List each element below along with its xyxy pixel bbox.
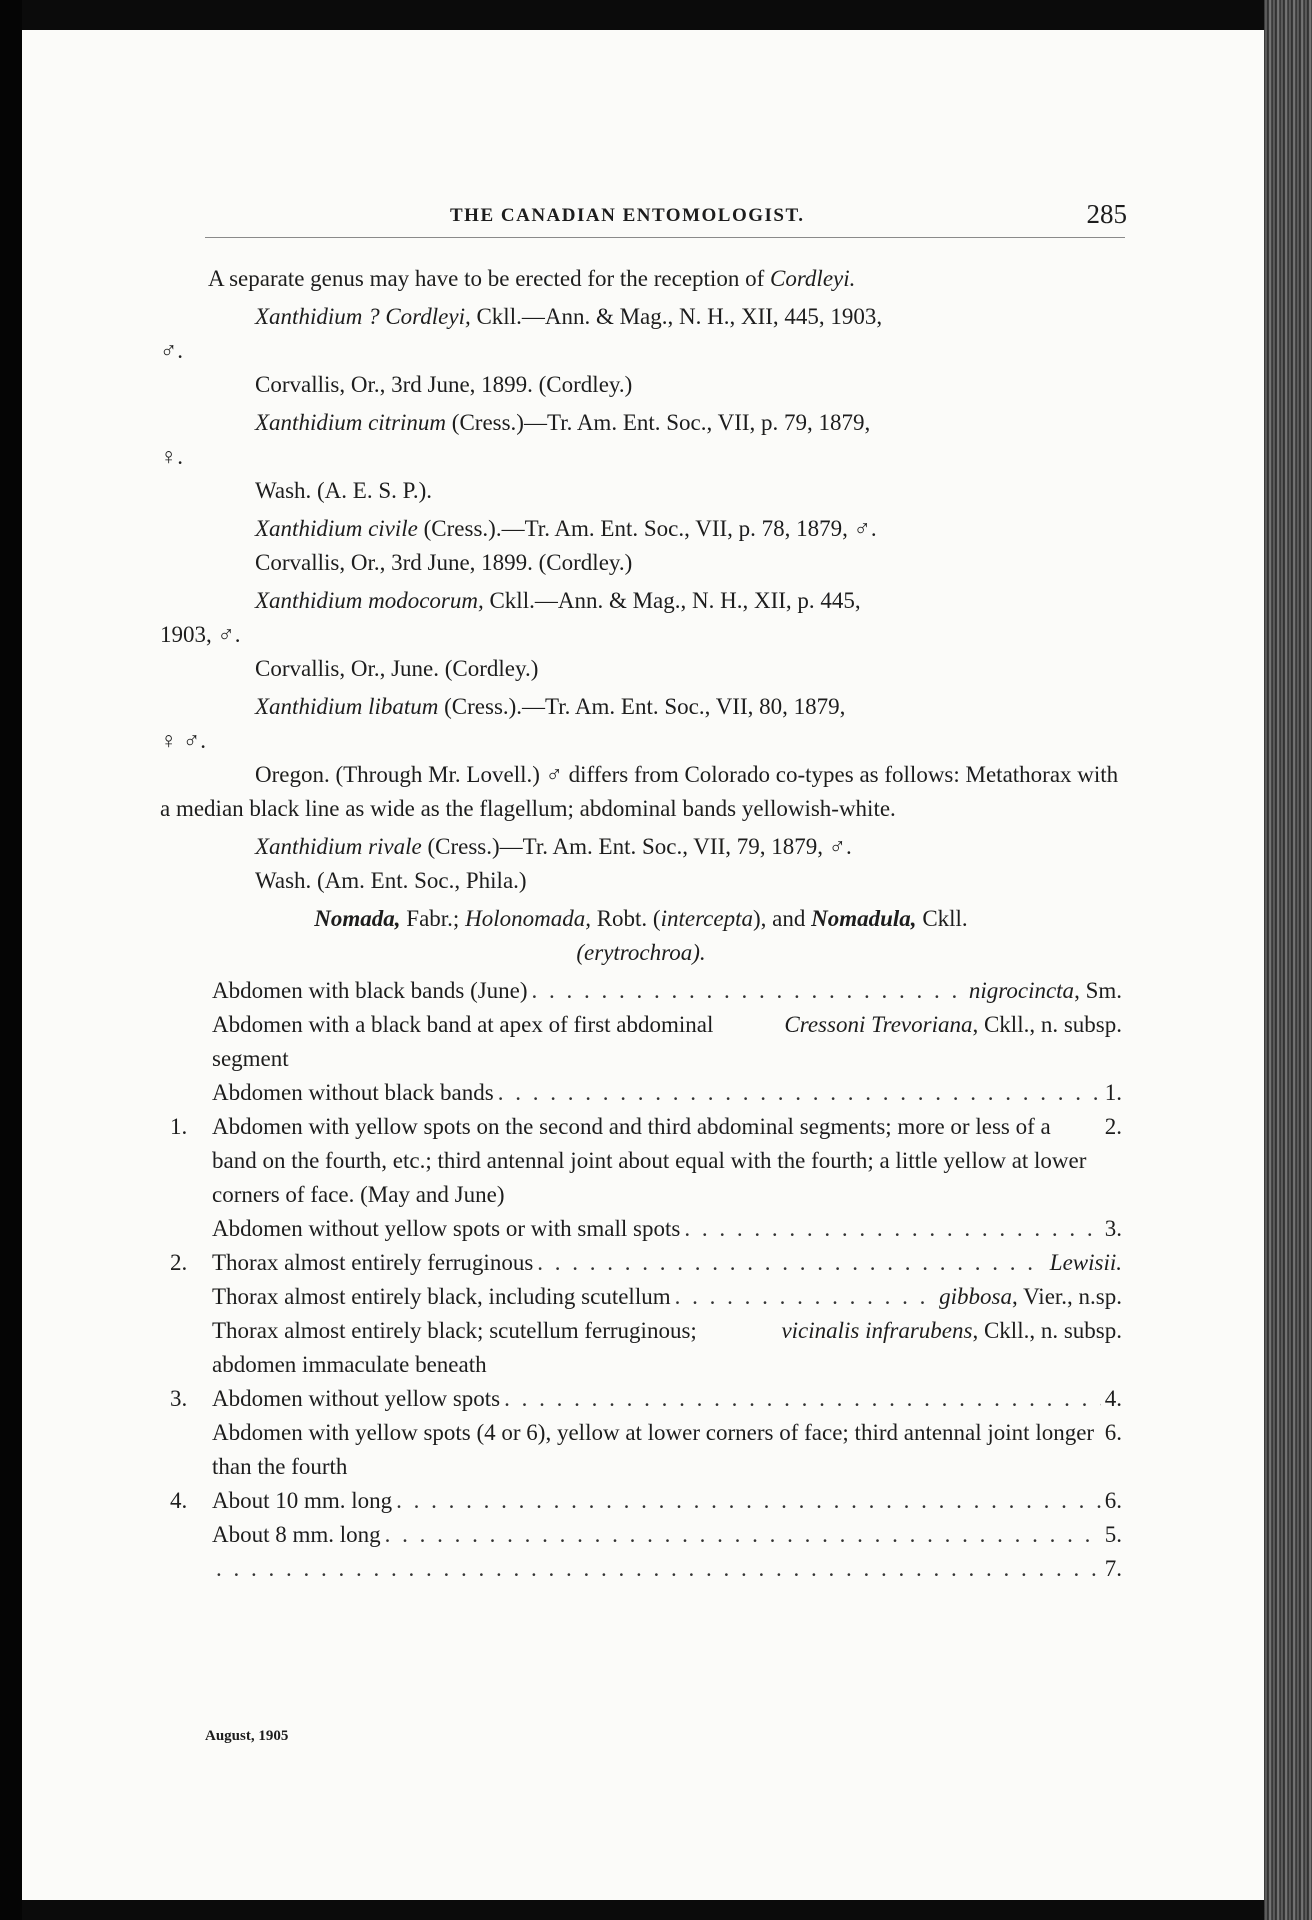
key-taxon: gibbosa xyxy=(939,1284,1012,1309)
entry-2-locality: Wash. (A. E. S. P.). xyxy=(255,478,433,503)
key-text: Thorax almost entirely black; scutellum ferruginous; abdomen immaculate beneath xyxy=(212,1318,697,1377)
key-text: Thorax almost entirely black, including scutellum xyxy=(212,1284,671,1309)
entry-3-genus: Xanthidium civile xyxy=(255,516,418,541)
key-taxon: Lewisii. xyxy=(1049,1250,1122,1275)
key-text: Abdomen with yellow spots on the second and third abdominal segments; more or less of a band on the fourth, etc.; third antennal joint about equal with the fourth; a little yellow at lower corners of face. (May and June) xyxy=(212,1114,1087,1207)
key-line xyxy=(160,1382,1122,1416)
scan-page-edges xyxy=(1264,0,1312,1920)
entry-6-genus: Xanthidium rivale xyxy=(255,834,422,859)
intro-name: Cordleyi. xyxy=(769,266,856,291)
header-rule xyxy=(205,237,1125,238)
key-number: 2. xyxy=(170,1250,188,1275)
key-suffix: 4. xyxy=(1104,1386,1122,1411)
nomada-text-4: Ckll. xyxy=(916,906,968,931)
entry-6-locality: Wash. (Am. Ent. Soc., Phila.) xyxy=(255,868,527,893)
key-suffix: 6. xyxy=(1104,1488,1122,1513)
key-line xyxy=(160,1246,1122,1280)
entry-3-locality: Corvallis, Or., 3rd June, 1899. (Cordley.) xyxy=(255,550,633,575)
key-taxon: nigrocincta xyxy=(968,978,1075,1003)
entry-3-citation xyxy=(160,512,1122,546)
running-title: THE CANADIAN ENTOMOLOGIST. xyxy=(450,205,805,226)
key-text: Abdomen with yellow spots (4 or 6), yellow at lower corners of face; third antennal joint longer than the fourth xyxy=(212,1420,1095,1479)
key-line xyxy=(160,1008,1122,1076)
nomada-genus-1: Nomada, xyxy=(314,906,401,931)
key-text: Abdomen without yellow spots xyxy=(212,1386,501,1411)
key-text: Abdomen without black bands xyxy=(212,1080,494,1105)
key-line xyxy=(160,1212,1122,1246)
nomada-genus-4: Nomadula, xyxy=(811,906,917,931)
entry-2-citation xyxy=(160,406,1122,440)
key-line xyxy=(160,1484,1122,1518)
entry-6-ref: (Cress.)—Tr. Am. Ent. Soc., VII, 79, 1879, ♂. xyxy=(421,834,852,859)
key-taxon: vicinalis infrarubens xyxy=(781,1318,973,1343)
key-taxon: Cressoni Trevoriana xyxy=(784,1012,973,1037)
entry-2-genus: Xanthidium citrinum xyxy=(255,410,447,435)
entry-2-ref: (Cress.)—Tr. Am. Ent. Soc., VII, p. 79, 1879, xyxy=(446,410,871,435)
page-body xyxy=(160,262,1122,1586)
key-text: About 10 mm. long xyxy=(212,1488,393,1513)
key-number: 3. xyxy=(170,1386,188,1411)
key-text: Abdomen without yellow spots or with small spots xyxy=(212,1216,681,1241)
key-text: Abdomen with a black band at apex of first abdominal segment xyxy=(212,1012,714,1071)
key-suffix: , Sm. xyxy=(1074,978,1122,1003)
key-text: Thorax almost entirely ferruginous xyxy=(212,1250,534,1275)
entry-3-ref: (Cress.).—Tr. Am. Ent. Soc., VII, p. 78, 1879, ♂. xyxy=(417,516,877,541)
entry-5-genus: Xanthidium libatum xyxy=(255,694,439,719)
entry-1-genus: Xanthidium ? Cordleyi, xyxy=(255,304,471,329)
entry-1-locality: Corvallis, Or., 3rd June, 1899. (Cordley.) xyxy=(255,372,633,397)
page-number: 285 xyxy=(1086,199,1127,229)
key-suffix: 5. xyxy=(1104,1522,1122,1547)
key-suffix: 3. xyxy=(1104,1216,1122,1241)
nomada-heading xyxy=(160,902,1122,936)
key-number: 4. xyxy=(170,1488,188,1513)
intro-paragraph xyxy=(160,262,1122,296)
entry-4-locality: Corvallis, Or., June. (Cordley.) xyxy=(255,656,539,681)
key-line xyxy=(160,1314,1122,1382)
key-line xyxy=(160,1552,1122,1586)
entry-1-citation xyxy=(160,300,1122,334)
key-line xyxy=(160,1416,1122,1484)
key-suffix: , Ckll., n. subsp. xyxy=(972,1012,1122,1037)
identification-key xyxy=(160,974,1122,1586)
key-suffix: 1. xyxy=(1104,1080,1122,1105)
entry-4-citation xyxy=(160,584,1122,618)
nomada-subheading: (erytrochroa). xyxy=(576,940,706,965)
key-line xyxy=(160,1076,1122,1110)
entry-5-sex: ♀ ♂. xyxy=(160,728,206,753)
nomada-text-2: Robt. ( xyxy=(590,906,661,931)
page-header xyxy=(195,199,1135,235)
key-text: Abdomen with black bands (June) xyxy=(212,978,528,1003)
key-line xyxy=(160,1518,1122,1552)
key-line xyxy=(160,1280,1122,1314)
key-suffix: 7. xyxy=(1104,1556,1122,1581)
nomada-text-1: Fabr.; xyxy=(400,906,466,931)
key-suffix: , Ckll., n. subsp. xyxy=(972,1318,1122,1343)
key-suffix: 6. xyxy=(1104,1420,1122,1445)
entry-6-citation xyxy=(160,830,1122,864)
intro-text: A separate genus may have to be erected for the reception of xyxy=(208,266,765,291)
entry-4-genus: Xanthidium modocorum, xyxy=(255,588,484,613)
entry-1-sex: ♂. xyxy=(160,338,183,363)
scan-left-edge xyxy=(0,0,22,1920)
key-text: About 8 mm. long xyxy=(212,1522,381,1547)
entry-4-sex: 1903, ♂. xyxy=(160,622,241,647)
key-number: 1. xyxy=(170,1114,188,1139)
key-line xyxy=(160,974,1122,1008)
key-suffix: , Vier., n.sp. xyxy=(1011,1284,1122,1309)
key-line xyxy=(160,1110,1122,1212)
nomada-genus-3: intercepta xyxy=(660,906,753,931)
nomada-genus-2: Holonomada, xyxy=(465,906,591,931)
footer-date: August, 1905 xyxy=(205,1728,289,1744)
entry-5-locality: Oregon. (Through Mr. Lovell.) ♂ differs from Colorado co-types as follows: Metathorax with a median black line as wide as the flagellum; abdominal bands yellowish-white. xyxy=(160,762,1119,821)
key-suffix: 2. xyxy=(1104,1114,1122,1139)
entry-1-ref: Ckll.—Ann. & Mag., N. H., XII, 445, 1903, xyxy=(470,304,883,329)
entry-4-ref: Ckll.—Ann. & Mag., N. H., XII, p. 445, xyxy=(483,588,861,613)
entry-5-citation xyxy=(160,690,1122,724)
entry-5-ref: (Cress.).—Tr. Am. Ent. Soc., VII, 80, 1879, xyxy=(438,694,846,719)
entry-2-sex: ♀. xyxy=(160,444,183,469)
nomada-text-3: ), and xyxy=(753,906,812,931)
